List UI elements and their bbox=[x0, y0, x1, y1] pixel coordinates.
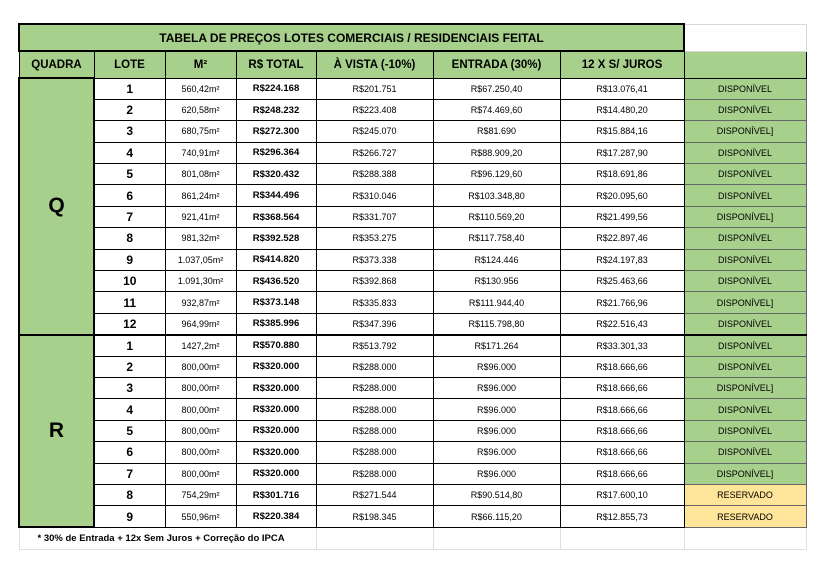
empty-cell bbox=[684, 527, 806, 549]
footnote: * 30% de Entrada + 12x Sem Juros + Correção do IPCA bbox=[19, 527, 316, 549]
status-badge: DISPONÍVEL bbox=[684, 442, 806, 463]
header-lote: LOTE bbox=[94, 51, 165, 78]
cash-price: R$373.338 bbox=[316, 249, 433, 270]
area-value: 801,08m² bbox=[165, 164, 236, 185]
header-total: R$ TOTAL bbox=[236, 51, 316, 78]
installment-value: R$25.463,66 bbox=[560, 271, 684, 292]
installment-value: R$24.197,83 bbox=[560, 249, 684, 270]
table-row bbox=[19, 463, 806, 484]
area-value: 1427,2m² bbox=[165, 335, 236, 356]
installment-value: R$17.600,10 bbox=[560, 484, 684, 505]
installment-value: R$20.095,60 bbox=[560, 185, 684, 206]
total-price: R$414.820 bbox=[236, 249, 316, 270]
status-badge: RESERVADO bbox=[684, 506, 806, 527]
cash-price: R$288.000 bbox=[316, 420, 433, 441]
status-badge: DISPONÍVEL] bbox=[684, 292, 806, 313]
installment-value: R$18.666,66 bbox=[560, 442, 684, 463]
cash-price: R$347.396 bbox=[316, 313, 433, 334]
header-parcelas: 12 X S/ JUROS bbox=[560, 51, 684, 78]
empty-cell bbox=[560, 527, 684, 549]
installment-value: R$33.301,33 bbox=[560, 335, 684, 356]
lote-number: 4 bbox=[94, 399, 165, 420]
total-price: R$272.300 bbox=[236, 121, 316, 142]
down-payment: R$96.000 bbox=[433, 399, 560, 420]
installment-value: R$17.287,90 bbox=[560, 142, 684, 163]
area-value: 740,91m² bbox=[165, 142, 236, 163]
installment-value: R$18.666,66 bbox=[560, 463, 684, 484]
cash-price: R$201.751 bbox=[316, 78, 433, 99]
total-price: R$570.880 bbox=[236, 335, 316, 356]
down-payment: R$81.690 bbox=[433, 121, 560, 142]
total-price: R$320.000 bbox=[236, 399, 316, 420]
lote-number: 7 bbox=[94, 463, 165, 484]
status-badge: DISPONÍVEL bbox=[684, 78, 806, 99]
installment-value: R$22.897,46 bbox=[560, 228, 684, 249]
header-entrada: ENTRADA (30%) bbox=[433, 51, 560, 78]
status-badge: DISPONÍVEL bbox=[684, 271, 806, 292]
down-payment: R$88.909,20 bbox=[433, 142, 560, 163]
quadra-label: Q bbox=[19, 78, 94, 335]
total-price: R$296.364 bbox=[236, 142, 316, 163]
installment-value: R$18.691,86 bbox=[560, 164, 684, 185]
area-value: 964,99m² bbox=[165, 313, 236, 334]
cash-price: R$288.388 bbox=[316, 164, 433, 185]
down-payment: R$124.446 bbox=[433, 249, 560, 270]
quadra-label: R bbox=[19, 335, 94, 528]
total-price: R$368.564 bbox=[236, 206, 316, 227]
total-price: R$320.000 bbox=[236, 420, 316, 441]
installment-value: R$21.499,56 bbox=[560, 206, 684, 227]
status-badge: DISPONÍVEL bbox=[684, 164, 806, 185]
status-badge: DISPONÍVEL bbox=[684, 142, 806, 163]
total-price: R$320.000 bbox=[236, 377, 316, 398]
status-badge: DISPONÍVEL bbox=[684, 228, 806, 249]
table-row bbox=[19, 313, 806, 334]
lote-number: 9 bbox=[94, 506, 165, 527]
empty-cell bbox=[433, 527, 560, 549]
down-payment: R$90.514,80 bbox=[433, 484, 560, 505]
down-payment: R$171.264 bbox=[433, 335, 560, 356]
lote-number: 4 bbox=[94, 142, 165, 163]
table-title: TABELA DE PREÇOS LOTES COMERCIAIS / RESIDENCIAIS FEITAL bbox=[19, 24, 684, 51]
lote-number: 8 bbox=[94, 228, 165, 249]
installment-value: R$22.516,43 bbox=[560, 313, 684, 334]
status-badge: DISPONÍVEL bbox=[684, 185, 806, 206]
area-value: 800,00m² bbox=[165, 399, 236, 420]
footnote-row bbox=[19, 527, 806, 549]
area-value: 861,24m² bbox=[165, 185, 236, 206]
down-payment: R$110.569,20 bbox=[433, 206, 560, 227]
lote-number: 12 bbox=[94, 313, 165, 334]
installment-value: R$18.666,66 bbox=[560, 377, 684, 398]
down-payment: R$67.250,40 bbox=[433, 78, 560, 99]
installment-value: R$18.666,66 bbox=[560, 420, 684, 441]
down-payment: R$96.000 bbox=[433, 463, 560, 484]
down-payment: R$96.000 bbox=[433, 420, 560, 441]
table-row bbox=[19, 484, 806, 505]
table-row bbox=[19, 206, 806, 227]
table-row bbox=[19, 121, 806, 142]
cash-price: R$288.000 bbox=[316, 356, 433, 377]
total-price: R$385.996 bbox=[236, 313, 316, 334]
lote-number: 6 bbox=[94, 185, 165, 206]
area-value: 754,29m² bbox=[165, 484, 236, 505]
total-price: R$344.496 bbox=[236, 185, 316, 206]
lote-number: 11 bbox=[94, 292, 165, 313]
table-row bbox=[19, 78, 806, 99]
header-m2: M² bbox=[165, 51, 236, 78]
table-row bbox=[19, 99, 806, 120]
table-row bbox=[19, 420, 806, 441]
header-quadra: QUADRA bbox=[19, 51, 94, 78]
table-row bbox=[19, 356, 806, 377]
status-badge: DISPONÍVEL bbox=[684, 420, 806, 441]
cash-price: R$245.070 bbox=[316, 121, 433, 142]
lote-number: 9 bbox=[94, 249, 165, 270]
header-status bbox=[684, 51, 806, 78]
lote-number: 2 bbox=[94, 356, 165, 377]
empty-cell bbox=[684, 24, 806, 51]
table-row bbox=[19, 292, 806, 313]
lote-number: 6 bbox=[94, 442, 165, 463]
area-value: 560,42m² bbox=[165, 78, 236, 99]
total-price: R$436.520 bbox=[236, 271, 316, 292]
cash-price: R$331.707 bbox=[316, 206, 433, 227]
table-row bbox=[19, 142, 806, 163]
total-price: R$220.384 bbox=[236, 506, 316, 527]
cash-price: R$223.408 bbox=[316, 99, 433, 120]
down-payment: R$103.348,80 bbox=[433, 185, 560, 206]
cash-price: R$310.046 bbox=[316, 185, 433, 206]
area-value: 800,00m² bbox=[165, 463, 236, 484]
cash-price: R$513.792 bbox=[316, 335, 433, 356]
area-value: 620,58m² bbox=[165, 99, 236, 120]
down-payment: R$66.115,20 bbox=[433, 506, 560, 527]
lote-number: 8 bbox=[94, 484, 165, 505]
lote-number: 1 bbox=[94, 78, 165, 99]
total-price: R$373.148 bbox=[236, 292, 316, 313]
installment-value: R$18.666,66 bbox=[560, 399, 684, 420]
installment-value: R$13.076,41 bbox=[560, 78, 684, 99]
area-value: 680,75m² bbox=[165, 121, 236, 142]
status-badge: DISPONÍVEL bbox=[684, 356, 806, 377]
area-value: 921,41m² bbox=[165, 206, 236, 227]
table-row bbox=[19, 399, 806, 420]
total-price: R$392.528 bbox=[236, 228, 316, 249]
installment-value: R$21.766,96 bbox=[560, 292, 684, 313]
lote-number: 7 bbox=[94, 206, 165, 227]
lote-number: 5 bbox=[94, 420, 165, 441]
lote-number: 10 bbox=[94, 271, 165, 292]
cash-price: R$288.000 bbox=[316, 377, 433, 398]
total-price: R$301.716 bbox=[236, 484, 316, 505]
area-value: 800,00m² bbox=[165, 356, 236, 377]
down-payment: R$96.000 bbox=[433, 377, 560, 398]
down-payment: R$130.956 bbox=[433, 271, 560, 292]
lote-number: 1 bbox=[94, 335, 165, 356]
installment-value: R$15.884,16 bbox=[560, 121, 684, 142]
cash-price: R$266.727 bbox=[316, 142, 433, 163]
status-badge: DISPONÍVEL] bbox=[684, 121, 806, 142]
cash-price: R$335.833 bbox=[316, 292, 433, 313]
installment-value: R$18.666,66 bbox=[560, 356, 684, 377]
installment-value: R$12.855,73 bbox=[560, 506, 684, 527]
area-value: 800,00m² bbox=[165, 420, 236, 441]
empty-cell bbox=[316, 527, 433, 549]
table-row bbox=[19, 228, 806, 249]
table-row bbox=[19, 185, 806, 206]
down-payment: R$96.000 bbox=[433, 356, 560, 377]
status-badge: DISPONÍVEL] bbox=[684, 377, 806, 398]
cash-price: R$271.544 bbox=[316, 484, 433, 505]
area-value: 981,32m² bbox=[165, 228, 236, 249]
cash-price: R$288.000 bbox=[316, 442, 433, 463]
status-badge: DISPONÍVEL bbox=[684, 313, 806, 334]
area-value: 800,00m² bbox=[165, 377, 236, 398]
down-payment: R$96.129,60 bbox=[433, 164, 560, 185]
header-avista: À VISTA (-10%) bbox=[316, 51, 433, 78]
table-row bbox=[19, 335, 806, 356]
total-price: R$320.000 bbox=[236, 356, 316, 377]
header-row bbox=[19, 51, 806, 78]
status-badge: DISPONÍVEL bbox=[684, 335, 806, 356]
cash-price: R$392.868 bbox=[316, 271, 433, 292]
cash-price: R$288.000 bbox=[316, 399, 433, 420]
price-table bbox=[18, 23, 807, 550]
status-badge: DISPONÍVEL] bbox=[684, 463, 806, 484]
status-badge: DISPONÍVEL bbox=[684, 249, 806, 270]
total-price: R$320.000 bbox=[236, 442, 316, 463]
total-price: R$248.232 bbox=[236, 99, 316, 120]
table-row bbox=[19, 164, 806, 185]
table-row bbox=[19, 377, 806, 398]
down-payment: R$111.944,40 bbox=[433, 292, 560, 313]
cash-price: R$288.000 bbox=[316, 463, 433, 484]
lote-number: 5 bbox=[94, 164, 165, 185]
cash-price: R$198.345 bbox=[316, 506, 433, 527]
status-badge: DISPONÍVEL bbox=[684, 399, 806, 420]
area-value: 932,87m² bbox=[165, 292, 236, 313]
down-payment: R$74.469,60 bbox=[433, 99, 560, 120]
status-badge: DISPONÍVEL bbox=[684, 99, 806, 120]
lote-number: 3 bbox=[94, 121, 165, 142]
total-price: R$320.432 bbox=[236, 164, 316, 185]
down-payment: R$115.798,80 bbox=[433, 313, 560, 334]
area-value: 800,00m² bbox=[165, 442, 236, 463]
down-payment: R$96.000 bbox=[433, 442, 560, 463]
area-value: 1.037,05m² bbox=[165, 249, 236, 270]
area-value: 1.091,30m² bbox=[165, 271, 236, 292]
table-row bbox=[19, 442, 806, 463]
status-badge: DISPONÍVEL] bbox=[684, 206, 806, 227]
installment-value: R$14.480,20 bbox=[560, 99, 684, 120]
table-row bbox=[19, 506, 806, 527]
down-payment: R$117.758,40 bbox=[433, 228, 560, 249]
lote-number: 3 bbox=[94, 377, 165, 398]
status-badge: RESERVADO bbox=[684, 484, 806, 505]
lote-number: 2 bbox=[94, 99, 165, 120]
total-price: R$320.000 bbox=[236, 463, 316, 484]
total-price: R$224.168 bbox=[236, 78, 316, 99]
table-row bbox=[19, 271, 806, 292]
cash-price: R$353.275 bbox=[316, 228, 433, 249]
table-row bbox=[19, 249, 806, 270]
area-value: 550,96m² bbox=[165, 506, 236, 527]
